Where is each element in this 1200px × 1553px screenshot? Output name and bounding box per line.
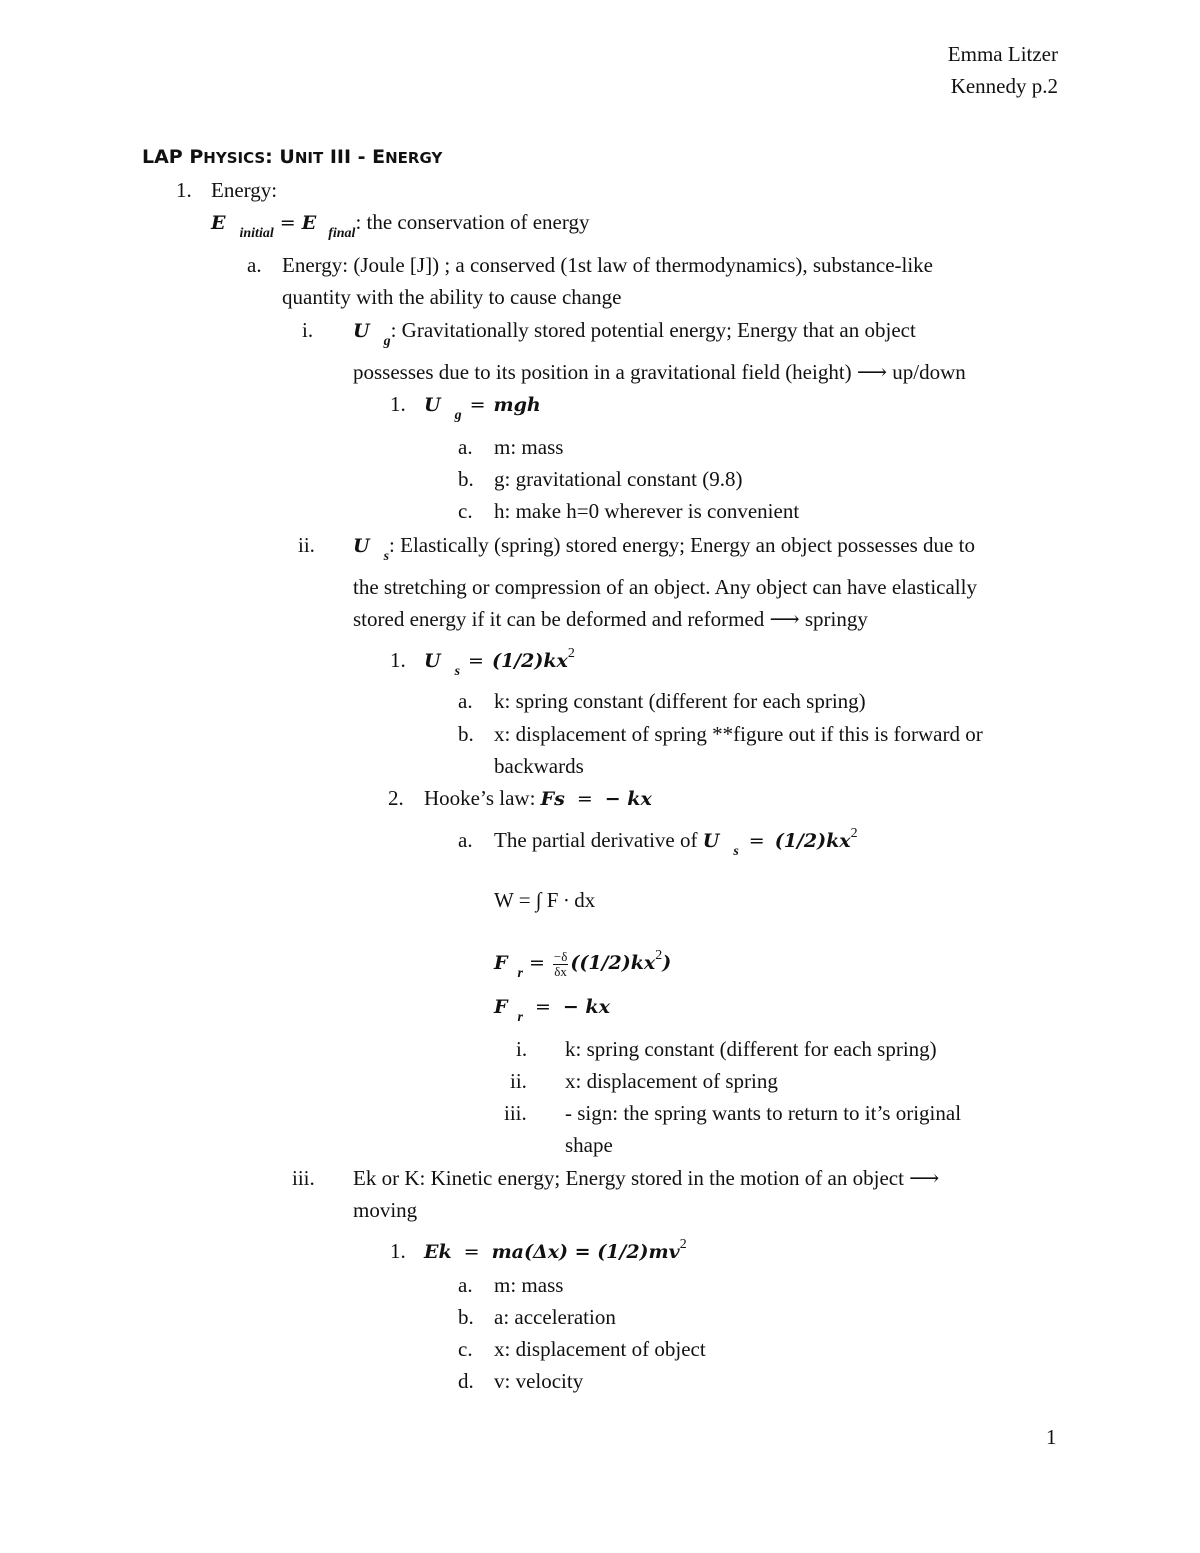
list-marker: b. <box>458 467 474 491</box>
list-marker: iii. <box>504 1101 527 1125</box>
text-line: m: mass <box>494 435 564 459</box>
list-marker: b. <box>458 722 474 746</box>
page-number: 1 <box>1046 1425 1057 1449</box>
text-line: U $_s$: Elastically (spring) stored energy; Energy an object possesses due to <box>353 533 975 564</box>
text-line: a: acceleration <box>494 1305 616 1329</box>
text-line: shape <box>565 1133 613 1157</box>
conservation-line: E $_{initial}$ = E $_{final}$: the conservation of energy <box>211 210 590 241</box>
text-line: k: spring constant (different for each spring) <box>565 1037 937 1061</box>
text-line: quantity with the ability to cause change <box>282 285 622 309</box>
list-marker: a. <box>458 828 473 852</box>
list-marker: c. <box>458 1337 473 1361</box>
equation-ug: U $_g$ = mgh <box>424 394 541 423</box>
text-line: Energy: (Joule [J]) ; a conserved (1st law of thermodynamics), substance-like <box>282 253 933 277</box>
text-line: x: displacement of spring **figure out if this is forward or <box>494 722 983 746</box>
list-marker: d. <box>458 1369 474 1393</box>
equation-work: W = ∫ F ∙ dx <box>494 888 596 912</box>
list-marker: a. <box>458 689 473 713</box>
list-marker: i. <box>302 318 314 342</box>
list-marker: i. <box>516 1037 528 1061</box>
equation-ek: $Ek = ma(\Delta x) = (1/2)mv^2$ <box>424 1237 687 1263</box>
text-line: The partial derivative of U $_s = (1/2)kx^2$ <box>494 826 858 859</box>
text-line: possesses due to its position in a gravitational field (height) ⟶ up/down <box>353 360 966 384</box>
text-line: x: displacement of spring <box>565 1069 778 1093</box>
text-line: U $_g$: Gravitationally stored potential energy; Energy that an object <box>353 318 916 349</box>
section-heading: Energy: <box>211 178 278 202</box>
list-marker: 1. <box>390 648 406 672</box>
equation-force-derivative: F $_r$ = $\frac{-\delta}{\delta x}$ $((1/2)kx^2)$ <box>494 948 672 981</box>
text-line: the stretching or compression of an object. Any object can have elastically <box>353 575 977 599</box>
fraction: $\frac{-\delta}{\delta x}$ <box>553 948 568 979</box>
list-marker: 1. <box>390 1239 406 1263</box>
text-line: h: make h=0 wherever is convenient <box>494 499 800 523</box>
page-title: LAP PHYSICS: UNIT III - ENERGY <box>142 146 443 168</box>
list-marker: a. <box>458 1273 473 1297</box>
list-marker: 1. <box>176 178 192 202</box>
text-line: v: velocity <box>494 1369 584 1393</box>
text-line: k: spring constant (different for each spring) <box>494 689 866 713</box>
text-line: stored energy if it can be deformed and reformed ⟶ springy <box>353 607 868 631</box>
list-marker: c. <box>458 499 473 523</box>
list-marker: 2. <box>388 786 404 810</box>
text-line: m: mass <box>494 1273 564 1297</box>
class-period: Kennedy p.2 <box>950 74 1058 98</box>
equation-us: U $_s = (1/2)kx^2$ <box>424 646 575 679</box>
text-line: Hooke’s law: Fs = − kx <box>424 786 652 810</box>
author-name: Emma Litzer <box>947 42 1058 66</box>
text-line: g: gravitational constant (9.8) <box>494 467 743 491</box>
text-line: x: displacement of object <box>494 1337 706 1361</box>
text-line: Ek or K: Kinetic energy; Energy stored in the motion of an object ⟶ <box>353 1166 940 1190</box>
equation-force: F $_r$ = − kx <box>494 996 610 1025</box>
text-line: moving <box>353 1198 418 1222</box>
list-marker: ii. <box>298 533 315 557</box>
list-marker: a. <box>247 253 262 277</box>
text-line: backwards <box>494 754 584 778</box>
list-marker: iii. <box>292 1166 315 1190</box>
list-marker: b. <box>458 1305 474 1329</box>
list-marker: 1. <box>390 392 406 416</box>
list-marker: ii. <box>510 1069 527 1093</box>
list-marker: a. <box>458 435 473 459</box>
text-line: - sign: the spring wants to return to it’s original <box>565 1101 962 1125</box>
